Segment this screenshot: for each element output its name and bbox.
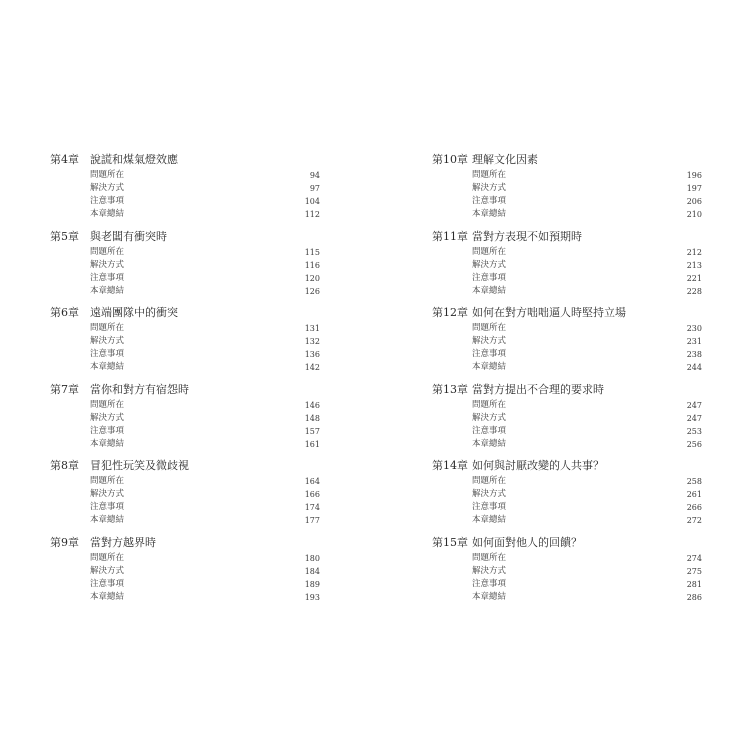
entry-label: 注意事項	[90, 349, 125, 359]
toc-entry	[432, 425, 702, 438]
toc-left-column	[50, 151, 320, 610]
entry-page: 146	[304, 400, 320, 410]
entry-page: 261	[686, 490, 702, 499]
chapter-heading	[432, 228, 702, 246]
entry-page: 126	[304, 286, 320, 296]
entry-label: 注意事項	[90, 272, 125, 283]
entry-page: 94	[309, 171, 320, 180]
entry-page: 238	[686, 350, 702, 359]
chapter-title: 與老闆有衝突時	[90, 229, 167, 243]
entry-page: 161	[304, 439, 320, 449]
toc-right-column	[432, 151, 702, 610]
toc-entry	[50, 438, 320, 451]
toc-entry	[432, 182, 702, 195]
entry-page: 136	[304, 350, 320, 359]
toc-entry	[50, 399, 320, 412]
entry-label: 解決方式	[472, 565, 507, 576]
entry-label: 注意事項	[472, 196, 507, 206]
chapter-title: 當對方表現不如預期時	[472, 229, 582, 243]
toc-entry	[50, 412, 320, 425]
chapter-heading	[50, 304, 320, 322]
chapter-block	[432, 228, 702, 305]
chapter-number: 第13章	[432, 382, 468, 396]
entry-page: 253	[686, 426, 702, 436]
entry-page: 256	[686, 439, 702, 449]
chapter-heading	[432, 304, 702, 322]
chapter-title: 當對方越界時	[90, 535, 156, 549]
entry-label: 問題所在	[472, 170, 507, 180]
entry-label: 注意事項	[90, 425, 125, 436]
entry-page: 148	[304, 413, 320, 423]
toc-entry	[50, 169, 320, 182]
toc-entry	[50, 565, 320, 578]
chapter-number: 第5章	[50, 229, 79, 243]
toc-entry	[432, 246, 702, 259]
entry-label: 解決方式	[90, 489, 125, 499]
entry-page: 272	[686, 516, 702, 525]
chapter-block	[50, 304, 320, 381]
entry-page: 244	[686, 363, 702, 372]
entry-page: 206	[686, 197, 702, 206]
chapter-number: 第9章	[50, 535, 79, 549]
entry-label: 本章總結	[472, 515, 507, 525]
chapter-heading	[432, 534, 702, 552]
entry-label: 本章總結	[472, 438, 507, 449]
toc-entry	[50, 285, 320, 298]
entry-page: 120	[304, 273, 320, 283]
entry-label: 問題所在	[90, 399, 125, 410]
chapter-title: 如何與討厭改變的人共事？	[472, 459, 604, 472]
toc-entry	[432, 438, 702, 451]
entry-label: 本章總結	[90, 591, 125, 602]
chapter-title: 說謊和煤氣燈效應	[90, 153, 178, 166]
entry-label: 本章總結	[90, 438, 125, 449]
toc-entry	[50, 591, 320, 604]
entry-label: 問題所在	[472, 246, 507, 257]
chapter-title: 當對方提出不合理的要求時	[472, 382, 604, 396]
chapter-number: 第11章	[432, 229, 468, 243]
chapter-number: 第12章	[432, 306, 468, 319]
chapter-block	[50, 534, 320, 611]
entry-label: 本章總結	[90, 362, 125, 372]
toc-entry	[50, 208, 320, 221]
chapter-number: 第14章	[432, 459, 468, 472]
toc-entry	[432, 335, 702, 348]
entry-label: 注意事項	[472, 349, 507, 359]
entry-page: 196	[686, 171, 702, 180]
toc-entry	[50, 322, 320, 335]
chapter-number: 第7章	[50, 382, 79, 396]
toc-entry	[432, 195, 702, 208]
entry-page: 189	[304, 579, 320, 589]
toc-entry	[50, 182, 320, 195]
entry-page: 275	[686, 566, 702, 576]
entry-label: 解決方式	[472, 183, 507, 193]
entry-label: 解決方式	[90, 565, 125, 576]
chapter-number: 第8章	[50, 459, 79, 472]
entry-page: 97	[309, 184, 320, 193]
entry-label: 解決方式	[90, 336, 125, 346]
entry-page: 131	[304, 324, 320, 333]
toc-entry	[50, 335, 320, 348]
toc-entry	[432, 272, 702, 285]
toc-entry	[50, 246, 320, 259]
entry-label: 注意事項	[90, 502, 125, 512]
entry-page: 231	[686, 337, 702, 346]
toc-entry	[432, 475, 702, 488]
entry-label: 問題所在	[90, 170, 125, 180]
toc-entry	[432, 578, 702, 591]
chapter-number: 第4章	[50, 153, 79, 166]
entry-label: 本章總結	[472, 591, 507, 602]
chapter-heading	[432, 457, 702, 475]
toc-entry	[432, 565, 702, 578]
chapter-title: 冒犯性玩笑及微歧視	[90, 459, 189, 472]
entry-label: 本章總結	[472, 285, 507, 296]
toc-entry	[50, 361, 320, 374]
entry-page: 266	[686, 503, 702, 512]
chapter-block	[432, 381, 702, 458]
entry-label: 解決方式	[472, 336, 507, 346]
toc-entry	[50, 272, 320, 285]
entry-label: 解決方式	[90, 412, 125, 423]
entry-label: 解決方式	[472, 489, 507, 499]
toc-entry	[432, 488, 702, 501]
toc-entry	[50, 501, 320, 514]
chapter-block	[50, 151, 320, 228]
chapter-title: 理解文化因素	[472, 153, 538, 166]
entry-page: 213	[686, 260, 702, 270]
toc-entry	[50, 475, 320, 488]
toc-entry	[50, 552, 320, 565]
toc-entry	[432, 501, 702, 514]
entry-page: 247	[686, 400, 702, 410]
entry-page: 197	[686, 184, 702, 193]
entry-page: 177	[304, 516, 320, 525]
chapter-title: 當你和對方有宿怨時	[90, 382, 189, 396]
entry-label: 問題所在	[90, 552, 125, 563]
entry-label: 注意事項	[472, 502, 507, 512]
toc-entry	[432, 552, 702, 565]
entry-page: 157	[304, 426, 320, 436]
toc-entry	[50, 348, 320, 361]
toc-entry	[432, 169, 702, 182]
entry-page: 166	[304, 490, 320, 499]
entry-label: 解決方式	[90, 259, 125, 270]
chapter-heading	[50, 381, 320, 399]
entry-page: 112	[304, 210, 320, 219]
entry-label: 問題所在	[472, 399, 507, 410]
entry-page: 258	[686, 477, 702, 486]
chapter-number: 第10章	[432, 153, 468, 166]
chapter-number: 第6章	[50, 306, 79, 319]
chapter-title: 如何面對他人的回饋？	[472, 535, 582, 549]
chapter-heading	[50, 457, 320, 475]
entry-page: 142	[304, 363, 320, 372]
entry-label: 注意事項	[90, 578, 125, 589]
toc-entry	[432, 348, 702, 361]
toc-entry	[50, 259, 320, 272]
entry-label: 注意事項	[472, 425, 507, 436]
entry-label: 本章總結	[90, 285, 125, 296]
chapter-title: 遠端團隊中的衝突	[90, 306, 178, 319]
entry-label: 本章總結	[472, 362, 507, 372]
entry-label: 問題所在	[472, 552, 507, 563]
entry-page: 193	[304, 592, 320, 602]
chapter-block	[50, 457, 320, 534]
entry-page: 274	[686, 553, 702, 563]
entry-page: 116	[304, 260, 320, 270]
entry-page: 174	[304, 503, 320, 512]
chapter-block	[432, 304, 702, 381]
entry-page: 281	[686, 579, 702, 589]
toc-entry	[432, 208, 702, 221]
chapter-block	[50, 228, 320, 305]
entry-label: 本章總結	[472, 209, 507, 219]
entry-page: 228	[686, 286, 702, 296]
toc-entry	[432, 322, 702, 335]
entry-label: 問題所在	[90, 476, 125, 486]
toc-entry	[50, 514, 320, 527]
entry-page: 247	[686, 413, 702, 423]
chapter-heading	[50, 534, 320, 552]
toc-entry	[432, 285, 702, 298]
chapter-block	[432, 534, 702, 611]
chapter-heading	[432, 151, 702, 169]
entry-label: 注意事項	[90, 196, 125, 206]
entry-label: 問題所在	[90, 246, 125, 257]
chapter-block	[432, 457, 702, 534]
entry-page: 184	[304, 566, 320, 576]
toc-entry	[432, 412, 702, 425]
entry-label: 問題所在	[472, 476, 507, 486]
entry-page: 221	[686, 273, 702, 283]
chapter-block	[50, 381, 320, 458]
entry-label: 注意事項	[472, 272, 507, 283]
toc-entry	[50, 425, 320, 438]
chapter-heading	[50, 228, 320, 246]
entry-label: 問題所在	[472, 323, 507, 333]
entry-label: 解決方式	[472, 259, 507, 270]
entry-label: 問題所在	[90, 323, 125, 333]
toc-entry	[50, 578, 320, 591]
toc-entry	[432, 399, 702, 412]
entry-label: 注意事項	[472, 578, 507, 589]
toc-entry	[50, 195, 320, 208]
toc-entry	[432, 591, 702, 604]
entry-label: 解決方式	[472, 412, 507, 423]
chapter-heading	[432, 381, 702, 399]
entry-label: 解決方式	[90, 183, 125, 193]
entry-page: 286	[686, 592, 702, 602]
entry-page: 132	[304, 337, 320, 346]
toc-entry	[50, 488, 320, 501]
entry-page: 210	[686, 210, 702, 219]
chapter-number: 第15章	[432, 535, 468, 549]
toc-entry	[432, 361, 702, 374]
entry-label: 本章總結	[90, 515, 125, 525]
entry-page: 212	[686, 247, 702, 257]
toc-entry	[432, 259, 702, 272]
chapter-heading	[50, 151, 320, 169]
toc-entry	[432, 514, 702, 527]
entry-page: 104	[304, 197, 320, 206]
entry-page: 180	[304, 553, 320, 563]
chapter-title: 如何在對方咄咄逼人時堅持立場	[472, 306, 626, 319]
entry-page: 230	[686, 324, 702, 333]
entry-label: 本章總結	[90, 209, 125, 219]
entry-page: 115	[304, 247, 320, 257]
chapter-block	[432, 151, 702, 228]
entry-page: 164	[304, 477, 320, 486]
